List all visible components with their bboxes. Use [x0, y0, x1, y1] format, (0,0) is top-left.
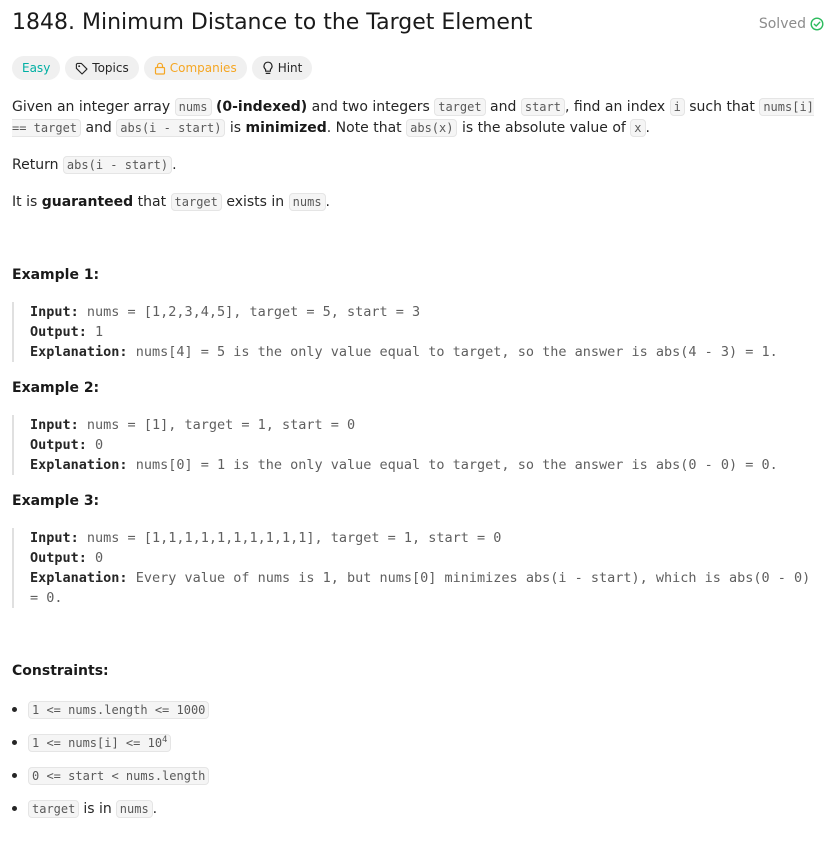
text: , find an index [564, 99, 666, 115]
example-3-title: Example 3: [12, 493, 100, 509]
inline-code: target [434, 98, 485, 116]
difficulty-label: Easy [22, 61, 51, 75]
text: Given an integer array [12, 99, 171, 115]
inline-code: abs(x) [406, 119, 457, 137]
example-input-line [30, 415, 824, 435]
example-explanation-line [30, 568, 824, 608]
solved-status [759, 16, 824, 32]
constraint-code: target [28, 800, 79, 818]
tag-icon [75, 62, 88, 75]
output-label: Output: [30, 437, 87, 453]
hint-label: Hint [277, 61, 303, 75]
output-value: 1 [95, 324, 104, 340]
description-paragraph-2 [12, 155, 824, 176]
example-explanation-line [30, 455, 824, 475]
text: . [325, 194, 330, 210]
text: . [172, 157, 177, 173]
constraint-code: 0 <= start < nums.length [28, 767, 209, 785]
text: . Note that [326, 120, 402, 136]
text: It is [12, 194, 38, 210]
example-3-block [12, 528, 824, 608]
text: is in [83, 801, 112, 817]
example-input-line [30, 528, 824, 548]
constraint-code [28, 734, 171, 752]
inline-code: abs(i - start) [63, 156, 172, 174]
bold-text: minimized [245, 120, 327, 136]
topics-tag[interactable] [65, 56, 138, 80]
input-label: Input: [30, 530, 79, 546]
lightbulb-icon [262, 61, 274, 75]
output-label: Output: [30, 324, 87, 340]
inline-code: x [630, 119, 645, 137]
input-label: Input: [30, 417, 79, 433]
description-paragraph-3 [12, 192, 824, 213]
text: that [137, 194, 167, 210]
explanation-value: nums[0] = 1 is the only value equal to target, so the answer is abs(0 - 0) = 0. [135, 457, 778, 473]
text: and [85, 120, 112, 136]
companies-label: Companies [169, 61, 237, 75]
text: and two integers [311, 99, 430, 115]
text: is [229, 120, 242, 136]
example-1-title: Example 1: [12, 267, 100, 283]
check-circle-icon [810, 17, 824, 31]
inline-code: i [670, 98, 685, 116]
explanation-label: Explanation: [30, 344, 128, 360]
text: . [152, 801, 158, 817]
bullet [12, 740, 17, 745]
input-label: Input: [30, 304, 79, 320]
bold-text: (0-indexed) [215, 99, 308, 115]
superscript: 4 [162, 735, 168, 745]
inline-code: nums [175, 98, 212, 116]
explanation-value: nums[4] = 5 is the only value equal to target, so the answer is abs(4 - 3) = 1. [135, 344, 778, 360]
inline-code: nums[i] == target [12, 100, 814, 135]
inline-code: nums [289, 193, 326, 211]
inline-code: abs(i - start) [116, 119, 225, 137]
explanation-label: Explanation: [30, 570, 128, 586]
text: is the absolute value of [461, 120, 626, 136]
explanation-value: Every value of nums is 1, but nums[0] minimizes abs(i - start), which is abs(0 - 0) = 0. [30, 570, 811, 606]
input-value: nums = [1,1,1,1,1,1,1,1,1,1], target = 1, start = 0 [86, 530, 502, 546]
constraint-code: nums [116, 800, 153, 818]
inline-code: start [521, 98, 565, 116]
constraints-title: Constraints: [12, 663, 109, 679]
explanation-label: Explanation: [30, 457, 128, 473]
example-input-line [30, 302, 824, 322]
input-value: nums = [1], target = 1, start = 0 [86, 417, 356, 433]
title-row [12, 10, 824, 42]
text: Return [12, 157, 59, 173]
lock-icon [154, 62, 166, 75]
example-output-line [30, 322, 824, 342]
example-output-line [30, 435, 824, 455]
constraint-code: 1 <= nums.length <= 1000 [28, 701, 209, 719]
bullet [12, 773, 17, 778]
output-value: 0 [95, 550, 104, 566]
companies-tag[interactable] [144, 56, 247, 80]
output-label: Output: [30, 550, 87, 566]
example-explanation-line [30, 342, 824, 362]
bullet [12, 806, 17, 811]
text: exists in [226, 194, 285, 210]
example-2-block [12, 415, 824, 475]
hint-tag[interactable] [252, 56, 313, 80]
description-paragraph-1 [12, 97, 824, 139]
text: such that [689, 99, 755, 115]
inline-code: target [171, 193, 222, 211]
tag-bar [12, 56, 312, 80]
example-output-line [30, 548, 824, 568]
example-1-block [12, 302, 824, 362]
example-2-title: Example 2: [12, 380, 100, 396]
bold-text: guaranteed [41, 194, 134, 210]
output-value: 0 [95, 437, 104, 453]
difficulty-tag[interactable] [12, 56, 60, 80]
problem-title[interactable]: 1848. Minimum Distance to the Target Element [12, 10, 533, 35]
constraint-code-base: 1 <= nums[i] <= 10 [32, 736, 163, 750]
topics-label: Topics [92, 61, 129, 75]
text: and [490, 99, 517, 115]
solved-label: Solved [758, 16, 806, 32]
text: . [645, 120, 650, 136]
bullet [12, 707, 17, 712]
input-value: nums = [1,2,3,4,5], target = 5, start = 3 [86, 304, 421, 320]
